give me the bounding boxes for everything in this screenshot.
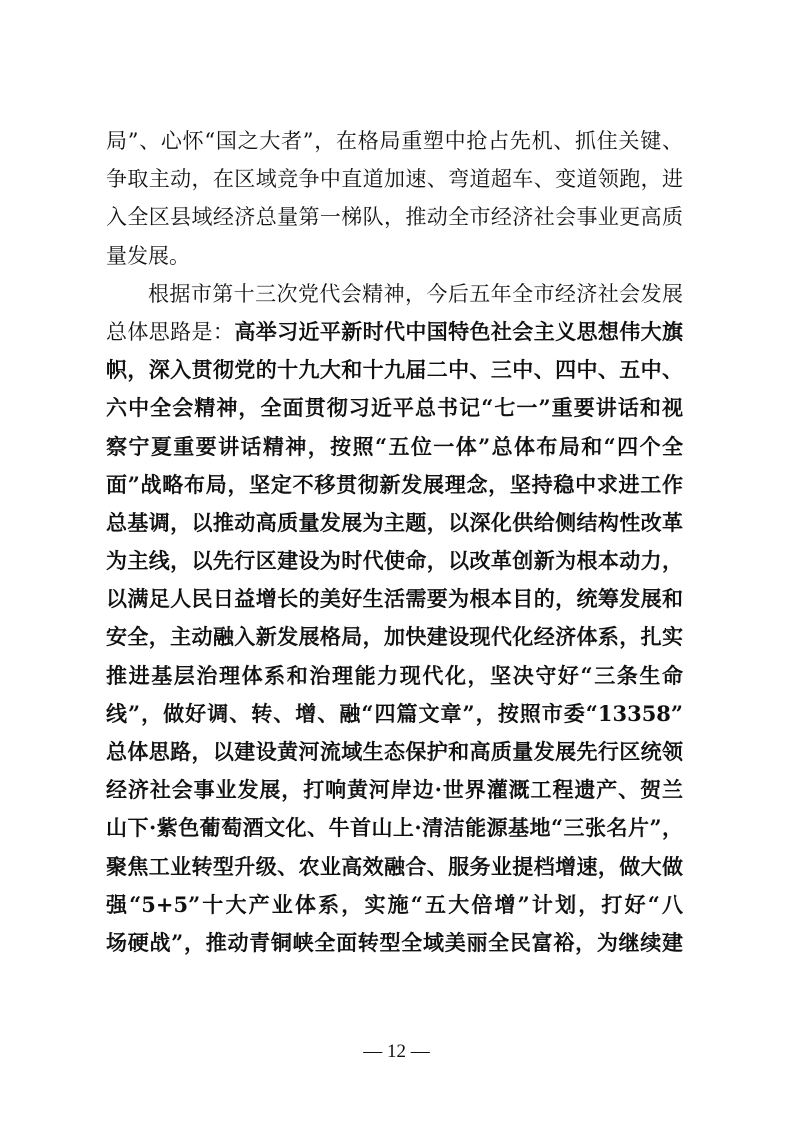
bold-text-line: 山下·紫色葡萄酒文化、牛首山上·清洁能源基地“三张名片”， [106,815,683,841]
bold-text-line: 场硬战”，推动青铜峡全面转型全域美丽全民富裕，为继续建 [106,929,683,955]
bold-text-line: 聚焦工业转型升级、农业高效融合、服务业提档增速，做大做 [106,853,683,879]
bold-text-run: 高举习近平新时代中国特色社会主义思想伟大旗 [234,318,683,344]
text-line: 量发展。 [106,243,190,268]
bold-text-line: 察宁夏重要讲话精神，按照“五位一体”总体布局和“四个全 [106,433,683,459]
bold-text-line: 经济社会事业发展，打响黄河岸边·世界灌溉工程遗产、贺兰 [106,777,683,803]
text-line: 争取主动，在区域竞争中直道加速、弯道超车、变道领跑，进 [106,167,683,192]
bold-text-line: 六中全会精神，全面贯彻习近平总书记“七一”重要讲话和视 [106,395,683,421]
text-line-mixed [106,313,683,351]
text-line: 入全区县域经济总量第一梯队，推动全市经济社会事业更高质 [106,205,683,230]
bold-text-line: 帜，深入贯彻党的十九大和十九届二中、三中、四中、五中、 [106,357,683,383]
text-line: 根据市第十三次党代会精神，今后五年全市经济社会发展 [148,281,683,306]
bold-text-line: 为主线，以先行区建设为时代使命，以改革创新为根本动力， [106,548,683,574]
body-text [106,122,683,962]
text-line: 局”、心怀“国之大者”，在格局重塑中抢占先机、抓住关键、 [106,129,683,153]
bold-text-line: 总体思路，以建设黄河流域生态保护和高质量发展先行区统领 [106,739,683,764]
bold-text-line: 安全，主动融入新发展格局，加快建设现代化经济体系，扎实 [106,624,683,650]
bold-text-line: 推进基层治理体系和治理能力现代化，坚决守好“三条生命 [106,662,683,688]
bold-text-line: 总基调，以推动高质量发展为主题，以深化供给侧结构性改革 [106,509,683,535]
bold-text-line: 面”战略布局，坚定不移贯彻新发展理念，坚持稳中求进工作 [106,471,683,497]
bold-text-line: 以满足人民日益增长的美好生活需要为根本目的，统筹发展和 [106,586,683,612]
bold-text-line: 线”，做好调、转、增、融“四篇文章”，按照市委“13358” [106,700,683,726]
text-run: 总体思路是： [106,319,235,344]
page-number: — 12 — [363,1041,430,1062]
bold-text-line: 强“5+5”十大产业体系，实施“五大倍增”计划，打好“八 [106,891,683,917]
